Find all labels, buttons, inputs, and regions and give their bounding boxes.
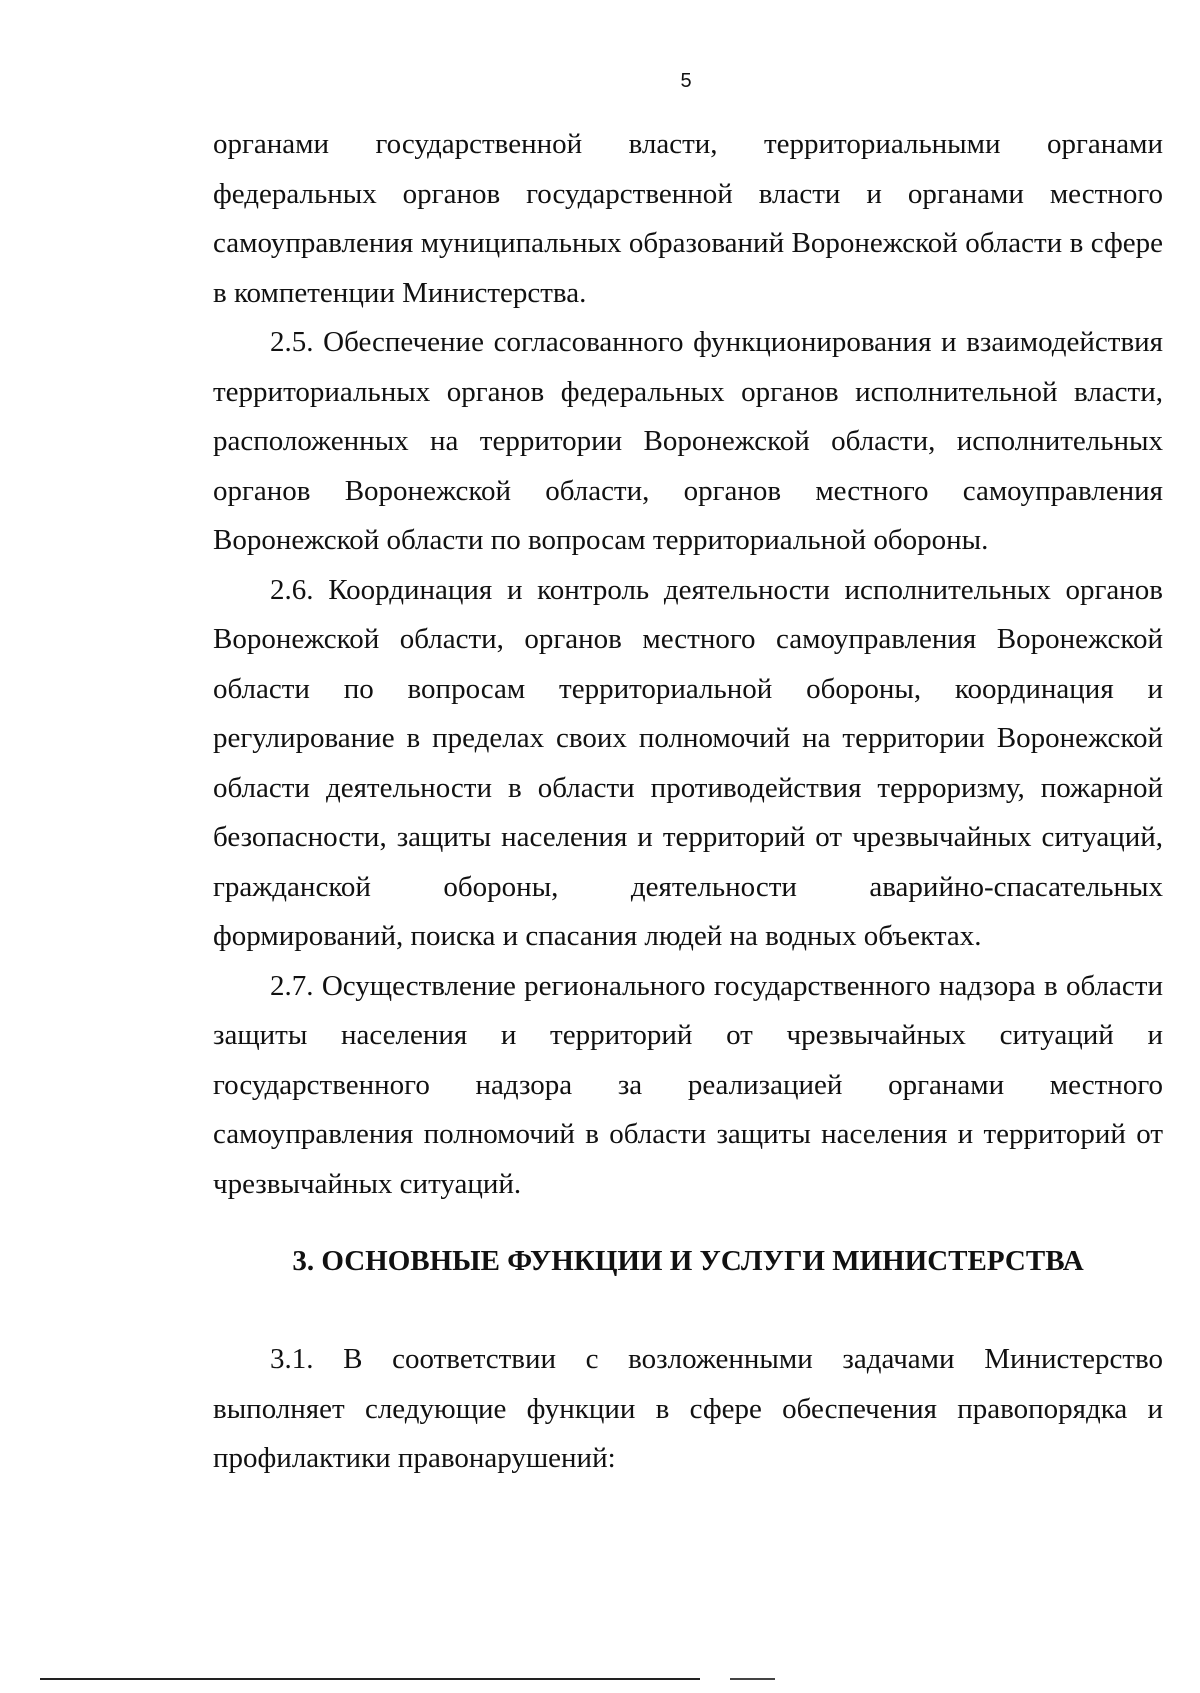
page-number: 5 (680, 70, 692, 92)
document-body-upper (213, 120, 1163, 1209)
paragraph-continuation: органами государственной власти, территориальными органами федеральных органов государственной власти и органами местного самоуправления муниципальных образований Воронежской области в сфере в компетенции Министерства. (213, 128, 1163, 309)
footer-rule (40, 1678, 700, 1680)
paragraph-3-1: 3.1. В соответствии с возложенными задачами Министерство выполняет следующие функции в сфере обеспечения правопорядка и профилактики правонарушений: (213, 1343, 1163, 1474)
paragraph-2-7: 2.7. Осуществление регионального государственного надзора в области защиты населения и территорий от чрезвычайных ситуаций и государственного надзора за реализацией органами местного самоуправления полномочий в области защиты населения и территорий от чрезвычайных ситуаций. (213, 969, 1163, 1200)
section-heading: 3. ОСНОВНЫЕ ФУНКЦИИ И УСЛУГИ МИНИСТЕРСТВА (292, 1245, 1084, 1277)
paragraph-2-5: 2.5. Обеспечение согласованного функционирования и взаимодействия территориальных органов федеральных органов исполнительной власти, расположенных на территории Воронежской области, исполнительных органов Воронежской области, органов местного самоуправления Воронежской области по вопросам территориальной обороны. (213, 326, 1163, 556)
footer-rule-fragment (730, 1678, 775, 1680)
document-body-lower (213, 1335, 1163, 1484)
paragraph-2-6: 2.6. Координация и контроль деятельности исполнительных органов Воронежской области, органов местного самоуправления Воронежской области по вопросам территориальной обороны, координация и регулирование в пределах своих полномочий на территории Воронежской области деятельности в области противодействия терроризму, пожарной безопасности, защиты населения и территорий от чрезвычайных ситуаций, гражданской обороны, деятельности аварийно-спасательных формирований, поиска и спасания людей на водных объектах. (213, 573, 1163, 952)
